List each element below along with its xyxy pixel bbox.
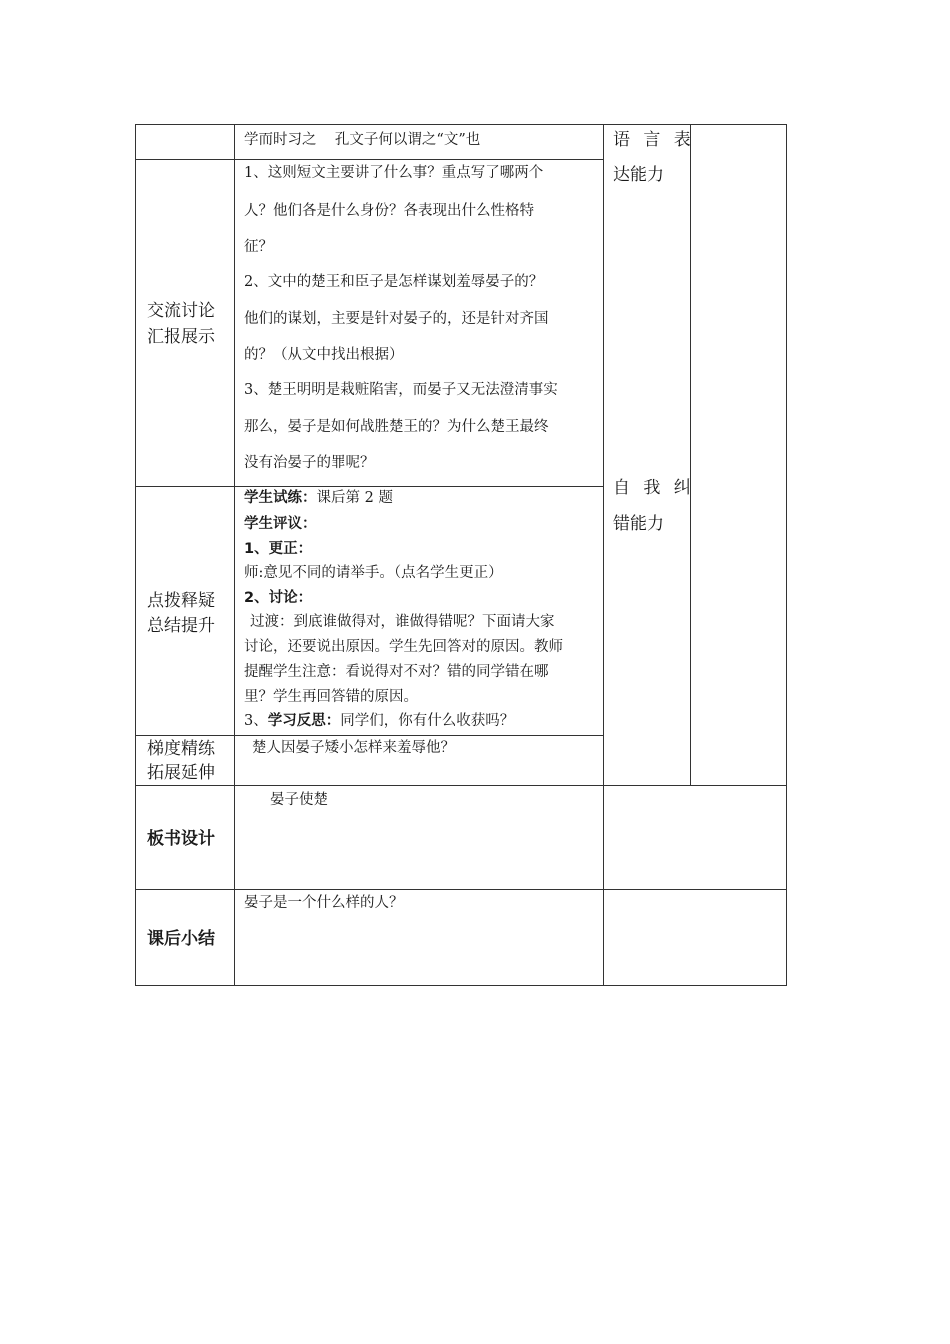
reflect-text: 同学们，你有什么收获吗？: [340, 713, 515, 729]
discuss-line: 那么，晏子是如何战胜楚王的？为什么楚王最终: [244, 419, 549, 435]
discuss-line: 的？（从文中找出根据）: [244, 347, 404, 363]
grid-line: [135, 124, 136, 986]
extend-text: 楚人因晏子矮小怎样来羞辱他？: [252, 740, 455, 756]
grid-line: [135, 486, 604, 487]
grid-line: [234, 124, 235, 986]
reflect-line: [244, 711, 514, 731]
discuss-label-line1: 交流讨论: [147, 301, 215, 321]
discuss-line: 1、这则短文主要讲了什么事？重点写了哪两个: [244, 165, 544, 181]
guide-discuss-line: 过渡：到底谁做得对，谁做得错呢？下面请大家: [250, 614, 555, 630]
ability-language-line1: 语 言 表: [613, 130, 695, 150]
grid-line: [786, 124, 787, 986]
ability-selfcorrect-line2: 错能力: [613, 514, 664, 534]
practice-label: 学生试练：: [244, 490, 317, 506]
practice-line: [244, 488, 393, 508]
guide-discuss-line: 讨论，还要说出原因。学生先回答对的原因。教师: [244, 639, 563, 655]
correct-text: 师:意见不同的请举手。（点名学生更正）: [244, 565, 503, 581]
correct-label: 1、更正：: [244, 541, 313, 557]
discuss-sub-label: 2、讨论：: [244, 590, 313, 606]
top-row-content: 学而时习之 孔文子何以谓之“文”也: [244, 132, 481, 148]
discuss-line: 他们的谋划，主要是针对晏子的，还是针对齐国: [244, 311, 549, 327]
practice-text: 课后第 2 题: [316, 490, 393, 506]
grid-line: [135, 159, 604, 160]
extend-label-line1: 梯度精练: [147, 739, 215, 759]
grid-line: [603, 124, 604, 986]
guide-label-line2: 总结提升: [147, 616, 215, 636]
review-label: 学生评议：: [244, 516, 317, 532]
guide-discuss-line: 里？学生再回答错的原因。: [244, 689, 418, 705]
ability-language-line2: 达能力: [613, 165, 664, 185]
discuss-line: 人？他们各是什么身份？各表现出什么性格特: [244, 203, 534, 219]
summary-text: 晏子是一个什么样的人？: [244, 895, 404, 911]
grid-line: [690, 124, 691, 785]
board-text: 晏子使楚: [270, 792, 328, 808]
reflect-label: 学习反思：: [267, 713, 341, 729]
extend-label-line2: 拓展延伸: [147, 763, 215, 783]
discuss-line: 2、文中的楚王和臣子是怎样谋划羞辱晏子的？: [244, 274, 544, 290]
reflect-num: 3、: [244, 713, 268, 729]
ability-selfcorrect-line1: 自 我 纠: [613, 478, 695, 498]
discuss-label-line2: 汇报展示: [147, 327, 215, 347]
guide-discuss-line: 提醒学生注意：看说得对不对？错的同学错在哪: [244, 664, 549, 680]
grid-line: [135, 985, 787, 986]
guide-label-line1: 点拨释疑: [147, 591, 215, 611]
grid-line: [135, 735, 604, 736]
discuss-line: 没有治晏子的罪呢？: [244, 455, 375, 471]
summary-label: 课后小结: [147, 929, 215, 949]
discuss-line: 3、楚王明明是栽赃陷害，而晏子又无法澄清事实: [244, 382, 558, 398]
board-label: 板书设计: [147, 829, 215, 849]
discuss-line: 征？: [244, 239, 273, 255]
grid-line: [135, 785, 787, 786]
grid-line: [135, 889, 787, 890]
